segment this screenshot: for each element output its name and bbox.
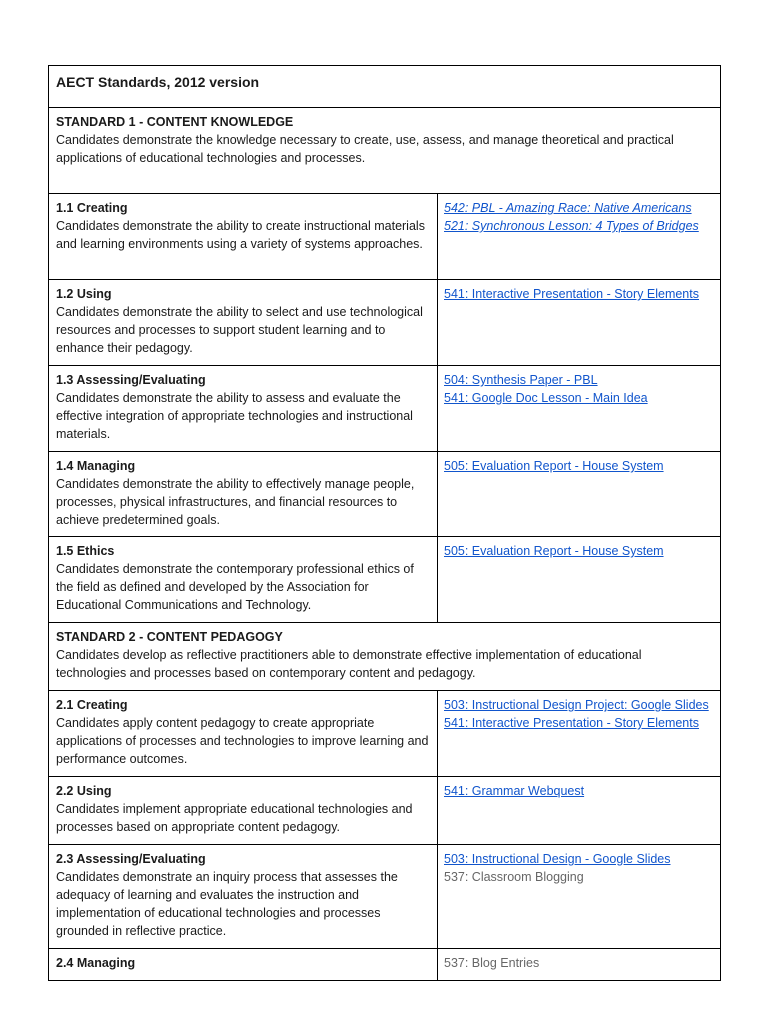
standard-heading: 2.4 Managing (56, 956, 136, 970)
artifact-link[interactable]: 503: Instructional Design Project: Google Slides (444, 698, 709, 712)
standard-row-1-1 (49, 194, 720, 280)
artifact-link[interactable]: 541: Interactive Presentation - Story Elements (444, 287, 699, 301)
standard-heading: 1.1 Creating (56, 201, 128, 215)
standard-row-2-1 (49, 691, 720, 777)
standard-row-1-4 (49, 452, 720, 537)
artifact-link[interactable]: 503: Instructional Design - Google Slides (444, 852, 671, 866)
standard-1-row (49, 108, 720, 194)
standard-row-1-2 (49, 280, 720, 366)
standard-description: Candidates demonstrate the ability to assess and evaluate the effective integration of appropriate technologies and instructional materials. (56, 391, 413, 441)
standard-2-heading: STANDARD 2 - CONTENT PEDAGOGY (56, 630, 283, 644)
artifact-link[interactable]: 505: Evaluation Report - House System (444, 459, 664, 473)
standard-description: Candidates demonstrate an inquiry process that assesses the adequacy of learning and evaluates the instruction and implementation of educational technologies and processes grounded in reflective practice. (56, 870, 398, 938)
standard-row-2-2 (49, 777, 720, 845)
document-title: AECT Standards, 2012 version (56, 74, 260, 90)
artifact-link[interactable]: 505: Evaluation Report - House System (444, 544, 664, 558)
artifact-text: 537: Classroom Blogging (444, 870, 584, 884)
standard-1-heading: STANDARD 1 - CONTENT KNOWLEDGE (56, 115, 294, 129)
standard-2-description: Candidates develop as reflective practitioners able to demonstrate effective implementation of educational technologies and processes based on contemporary content and pedagogy. (56, 648, 642, 680)
standard-row-1-3 (49, 366, 720, 452)
standard-description: Candidates demonstrate the ability to effectively manage people, processes, physical infrastructures, and financial resources to achieve predetermined goals. (56, 477, 415, 527)
standard-description: Candidates demonstrate the ability to select and use technological resources and processes to support student learning and to enhance their pedagogy. (56, 305, 423, 355)
standard-description: Candidates implement appropriate educational technologies and processes based on appropriate content pedagogy. (56, 802, 413, 834)
standard-heading: 2.3 Assessing/Evaluating (56, 852, 206, 866)
artifact-link[interactable]: 542: PBL - Amazing Race: Native Americans (444, 201, 692, 215)
standard-heading: 2.2 Using (56, 784, 112, 798)
aect-standards-table (48, 65, 721, 981)
standard-heading: 1.2 Using (56, 287, 112, 301)
standard-description: Candidates apply content pedagogy to create appropriate applications of processes and technologies to improve learning and performance outcomes. (56, 716, 429, 766)
standard-description: Candidates demonstrate the contemporary professional ethics of the field as defined and developed by the Association for Educational Communications and Technology. (56, 562, 414, 612)
standard-heading: 1.5 Ethics (56, 544, 115, 558)
artifact-link[interactable]: 521: Synchronous Lesson: 4 Types of Bridges (444, 219, 699, 233)
artifact-link[interactable]: 504: Synthesis Paper - PBL (444, 373, 598, 387)
standard-1-description: Candidates demonstrate the knowledge necessary to create, use, assess, and manage theoretical and practical applications of educational technologies and processes. (56, 133, 674, 165)
title-row (49, 66, 720, 108)
artifact-link[interactable]: 541: Interactive Presentation - Story Elements (444, 716, 699, 730)
standard-2-row (49, 623, 720, 691)
standard-row-2-3 (49, 845, 720, 949)
standard-heading: 1.3 Assessing/Evaluating (56, 373, 206, 387)
standard-heading: 1.4 Managing (56, 459, 136, 473)
artifact-text: 537: Blog Entries (444, 956, 540, 970)
standard-row-2-4 (49, 949, 720, 981)
artifact-link[interactable]: 541: Grammar Webquest (444, 784, 585, 798)
artifact-link[interactable]: 541: Google Doc Lesson - Main Idea (444, 391, 648, 405)
standard-row-1-5 (49, 537, 720, 623)
standard-description: Candidates demonstrate the ability to create instructional materials and learning environments using a variety of systems approaches. (56, 219, 425, 251)
standard-heading: 2.1 Creating (56, 698, 128, 712)
